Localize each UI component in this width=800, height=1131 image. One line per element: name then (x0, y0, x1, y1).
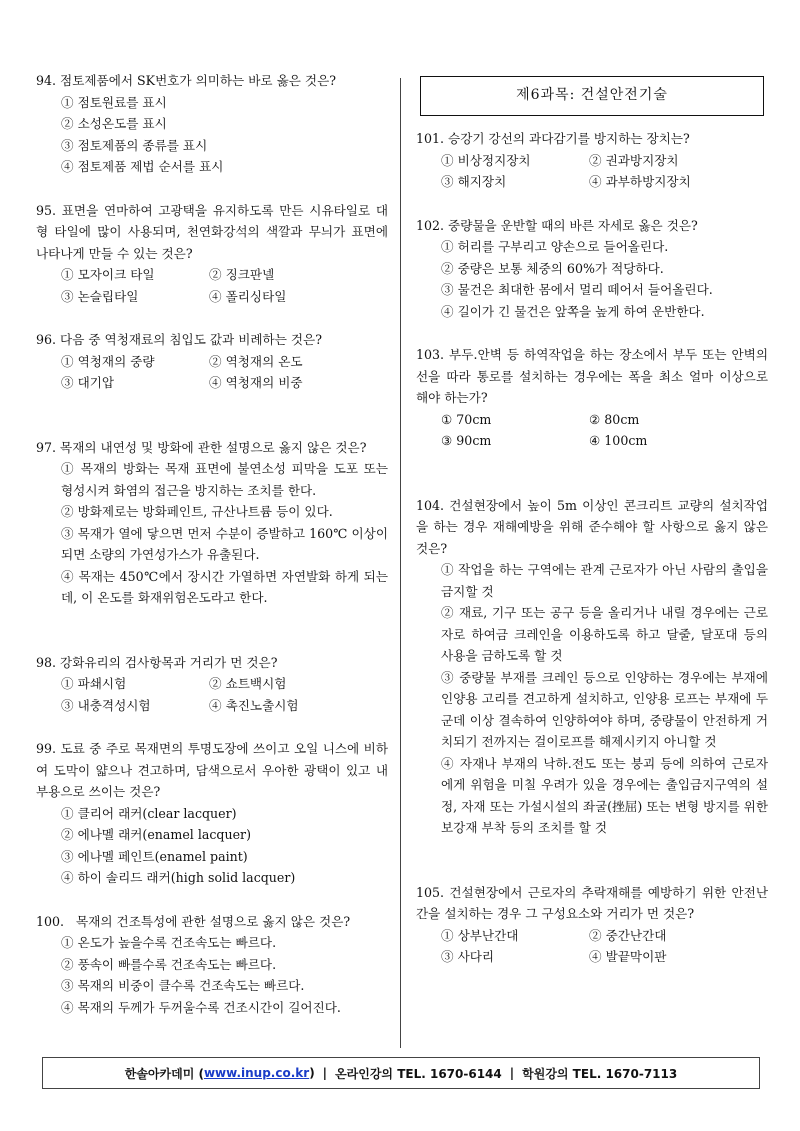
option-4: ④ 하이 솔리드 래커(high solid lacquer) (61, 870, 296, 885)
question-104 (416, 495, 768, 839)
option-2: ② 권과방지장치 (589, 152, 679, 168)
left-column (36, 70, 388, 1018)
footer-academy: 한솔아카데미 ( (124, 1066, 204, 1081)
question-stem: 95. 표면을 연마하여 고광택을 유지하도록 만든 시유타일로 대형 타일에 많이 사용되며, 천연화강석의 색깔과 무늬가 표면에 나타나게 만들 수 있는 것은? (36, 202, 388, 261)
option-3: ③ 대기압 (61, 375, 115, 390)
option-3: ③ 목재의 비중이 클수록 건조속도는 빠르다. (61, 978, 305, 993)
option-4: ④ 목재의 두께가 두꺼울수록 건조시간이 길어진다. (61, 999, 341, 1015)
option-1: ① 모자이크 타일 (61, 267, 155, 282)
section-title: 제6과목: 건설안전기술 (516, 87, 668, 104)
question-98 (36, 652, 388, 717)
option-1: ① 온도가 높을수록 건조속도는 빠르다. (61, 935, 277, 950)
footer-offline-phone: 학원강의 TEL. 1670-7113 (522, 1066, 678, 1081)
option-1: ① 파쇄시험 (61, 676, 127, 691)
option-1: ① 클리어 래커(clear lacquer) (61, 805, 237, 821)
option-2: ② 역청재의 온도 (209, 353, 303, 369)
question-stem: 101. 승강기 강선의 과다감기를 방지하는 장치는? (416, 131, 690, 146)
option-1: ① 점토원료를 표시 (61, 94, 167, 110)
option-3: ③ 에나멜 페인트(enamel paint) (61, 848, 248, 864)
option-3: ③ 논슬립타일 (61, 288, 139, 304)
question-95 (36, 200, 388, 308)
option-2: ② 80cm (589, 411, 640, 427)
footer-website-link[interactable]: www.inup.co.kr (203, 1066, 310, 1080)
option-4: ④ 촉진노출시험 (209, 697, 299, 713)
option-1: ① 작업을 하는 구역에는 관계 근로자가 아닌 사람의 출입을 금지할 것 (441, 562, 768, 599)
option-1: ① 상부난간대 (441, 927, 519, 943)
question-105 (416, 882, 768, 968)
footer-close-paren: ) (309, 1066, 315, 1080)
question-stem: 104. 건설현장에서 높이 5m 이상인 콘크리트 교량의 설치작업을 하는 경우 재해예방을 위해 준수해야 할 사항으로 옳지 않은 것은? (416, 497, 768, 556)
option-4: ④ 자재나 부재의 낙하․전도 또는 붕괴 등에 의하여 근로자에게 위험을 미칠 우려가 있을 경우에는 출입금지구역의 설정, 자재 또는 가설시설의 좌굴(挫屈) 또는 변형 방지를 위한 보강재 부착 등의 조치를 할 것 (441, 755, 768, 835)
option-1: ① 역청재의 중량 (61, 353, 155, 369)
option-4: ④ 발끝막이판 (589, 949, 667, 964)
option-1: ① 허리를 구부리고 양손으로 들어올린다. (441, 239, 669, 254)
option-4: ④ 과부하방지장치 (589, 174, 691, 189)
footer-online-phone: 온라인강의 TEL. 1670-6144 (335, 1066, 502, 1081)
option-4: ④ 목재는 450℃에서 장시간 가열하면 자연발화 하게 되는데, 이 온도를 화재위험온도라고 한다. (61, 568, 388, 605)
option-3: ③ 물건은 최대한 몸에서 멀리 떼어서 들어올린다. (441, 282, 713, 297)
question-stem: 98. 강화유리의 검사항목과 거리가 먼 것은? (36, 654, 278, 670)
question-stem: 94. 점토제품에서 SK번호가 의미하는 바로 옳은 것은? (36, 73, 336, 88)
question-103 (416, 344, 768, 452)
right-column (416, 70, 768, 968)
question-stem: 102. 중량물을 운반할 때의 바른 자세로 옳은 것은? (416, 217, 698, 233)
footer-separator: | (322, 1066, 328, 1080)
option-3: ③ 점토제품의 종류를 표시 (61, 137, 208, 153)
question-97 (36, 437, 388, 609)
question-96 (36, 329, 388, 394)
section-title-box (420, 76, 764, 116)
option-1: ① 70cm (441, 411, 492, 427)
option-4: ④ 폴리싱타일 (209, 288, 287, 304)
option-2: ② 쇼트백시험 (209, 676, 287, 691)
option-2: ② 재료, 기구 또는 공구 등을 올리거나 내릴 경우에는 근로자로 하여금 크레인을 이용하도록 하고 달줄, 달포대 등의 사용을 금하도록 할 것 (441, 605, 768, 663)
option-3: ③ 내충격성시험 (61, 697, 151, 713)
question-102 (416, 215, 768, 323)
question-101 (416, 128, 768, 193)
question-stem: 96. 다음 중 역청재료의 침입도 값과 비례하는 것은? (36, 332, 322, 347)
option-2: ② 중량은 보통 체중의 60%가 적당하다. (441, 260, 664, 276)
option-3: ③ 90cm (441, 433, 492, 448)
option-3: ③ 사다리 (441, 949, 495, 964)
option-2: ② 중간난간대 (589, 927, 667, 943)
option-3: ③ 목재가 열에 닿으면 먼저 수분이 증발하고 160℃ 이상이 되면 소량의 가연성가스가 유출된다. (61, 525, 388, 562)
question-stem: 100. 목재의 건조특성에 관한 설명으로 옳지 않은 것은? (36, 913, 351, 929)
option-3: ③ 해지장치 (441, 174, 507, 189)
column-divider (400, 78, 401, 1048)
option-4: ④ 100cm (589, 433, 648, 448)
option-1: ① 목재의 방화는 목재 표면에 불연소성 피막을 도포 또는 형성시켜 화염의 접근을 방지하는 조치를 한다. (61, 461, 388, 498)
question-94 (36, 70, 388, 178)
footer-separator: | (509, 1066, 515, 1080)
option-4: ④ 역청재의 비중 (209, 375, 303, 390)
option-2: ② 에나멜 래커(enamel lacquer) (61, 827, 251, 842)
question-99 (36, 738, 388, 889)
question-100 (36, 911, 388, 1019)
option-2: ② 소성온도를 표시 (61, 116, 167, 131)
option-2: ② 방화제로는 방화페인트, 규산나트륨 등이 있다. (61, 504, 333, 519)
option-2: ② 풍속이 빠를수록 건조속도는 빠르다. (61, 956, 277, 972)
option-4: ④ 길이가 긴 물건은 앞쪽을 높게 하여 운반한다. (441, 303, 705, 319)
option-2: ② 징크판넬 (209, 267, 275, 282)
question-stem: 99. 도료 중 주로 목재면의 투명도장에 쓰이고 오일 니스에 비하여 도막이 얇으나 견고하며, 담색으로서 우아한 광택이 있고 내부용으로 쓰이는 것은? (36, 741, 388, 799)
question-stem: 103. 부두․안벽 등 하역작업을 하는 장소에서 부두 또는 안벽의 선을 따라 통로를 설치하는 경우에는 폭을 최소 얼마 이상으로 해야 하는가? (416, 347, 768, 405)
footer-bar (42, 1057, 760, 1089)
option-4: ④ 점토제품 제법 순서를 표시 (61, 159, 224, 174)
option-3: ③ 중량물 부재를 크레인 등으로 인양하는 경우에는 부재에 인양용 고리를 견고하게 설치하고, 인양용 로프는 부재에 두 군데 이상 결속하여 인양하여야 하며, 중량물이 안전하게 거치되기 전까지는 걸이로프를 해제시키지 아니할 것 (441, 669, 768, 749)
option-1: ① 비상정지장치 (441, 152, 531, 168)
question-stem: 97. 목재의 내연성 및 방화에 관한 설명으로 옳지 않은 것은? (36, 439, 367, 455)
question-stem: 105. 건설현장에서 근로자의 추락재해를 예방하기 위한 안전난간을 설치하는 경우 그 구성요소와 거리가 먼 것은? (416, 884, 768, 921)
